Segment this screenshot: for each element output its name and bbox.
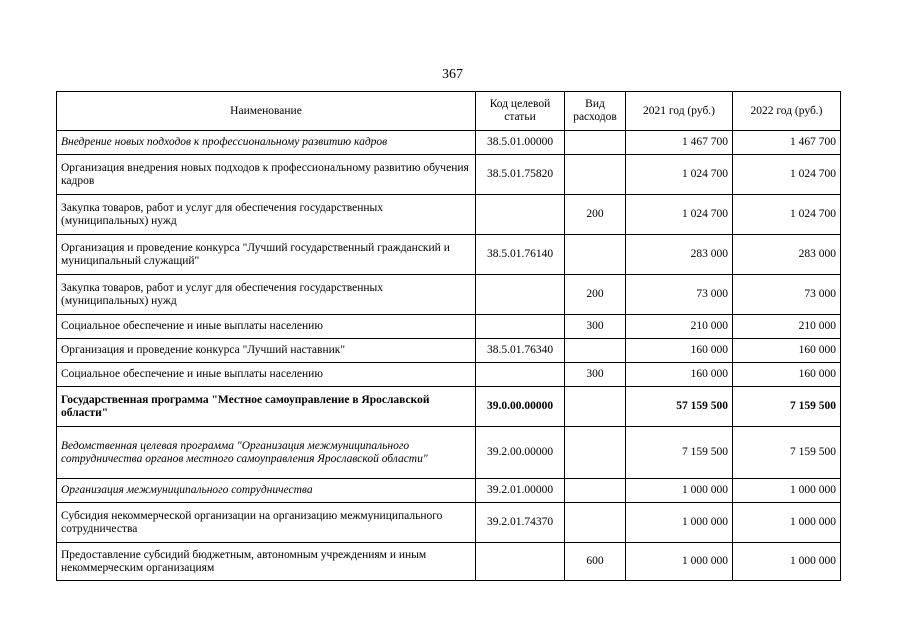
row-code: [476, 363, 565, 387]
row-expense-type: 300: [565, 363, 626, 387]
table-row: [57, 235, 841, 275]
row-code: 39.0.00.00000: [476, 387, 565, 427]
row-amount-2022: 1 024 700: [733, 155, 841, 195]
row-expense-type: [565, 479, 626, 503]
row-code: [476, 315, 565, 339]
table-row: [57, 363, 841, 387]
header-row: [57, 92, 841, 131]
row-code: 38.5.01.00000: [476, 131, 565, 155]
row-expense-type: 300: [565, 315, 626, 339]
row-code: [476, 195, 565, 235]
row-expense-type: 200: [565, 275, 626, 315]
row-name: Субсидия некоммерческой организации на организацию межмуниципального сотрудничества: [57, 503, 476, 543]
row-amount-2021: 1 000 000: [626, 543, 733, 581]
table-body: [57, 131, 841, 581]
row-expense-type: [565, 131, 626, 155]
table-row: [57, 543, 841, 581]
row-name: Организация внедрения новых подходов к профессиональному развитию обучения кадров: [57, 155, 476, 195]
header-2022: 2022 год (руб.): [733, 92, 841, 131]
row-expense-type: [565, 387, 626, 427]
row-name: Предоставление субсидий бюджетным, автономным учреждениям и иным некоммерческим организациям: [57, 543, 476, 581]
budget-table: [56, 91, 841, 581]
table-row: [57, 195, 841, 235]
table-row: [57, 479, 841, 503]
row-expense-type: [565, 339, 626, 363]
table-row: [57, 339, 841, 363]
row-amount-2021: 210 000: [626, 315, 733, 339]
row-name: Государственная программа "Местное самоуправление в Ярославской области": [57, 387, 476, 427]
row-code: 39.2.01.74370: [476, 503, 565, 543]
row-name: Организация межмуниципального сотрудничества: [57, 479, 476, 503]
row-expense-type: [565, 503, 626, 543]
row-code: [476, 275, 565, 315]
table-row: [57, 387, 841, 427]
row-amount-2022: 1 024 700: [733, 195, 841, 235]
row-amount-2021: 283 000: [626, 235, 733, 275]
header-2021: 2021 год (руб.): [626, 92, 733, 131]
row-amount-2021: 1 024 700: [626, 155, 733, 195]
row-code: [476, 543, 565, 581]
row-expense-type: 200: [565, 195, 626, 235]
row-amount-2021: 1 000 000: [626, 503, 733, 543]
row-code: 38.5.01.76340: [476, 339, 565, 363]
table-row: [57, 155, 841, 195]
row-amount-2022: 73 000: [733, 275, 841, 315]
row-expense-type: [565, 155, 626, 195]
row-amount-2021: 73 000: [626, 275, 733, 315]
row-name: Закупка товаров, работ и услуг для обеспечения государственных (муниципальных) нужд: [57, 195, 476, 235]
row-name: Закупка товаров, работ и услуг для обеспечения государственных (муниципальных) нужд: [57, 275, 476, 315]
row-code: 39.2.01.00000: [476, 479, 565, 503]
row-name: Организация и проведение конкурса "Лучший наставник": [57, 339, 476, 363]
row-amount-2022: 7 159 500: [733, 387, 841, 427]
row-amount-2021: 1 000 000: [626, 479, 733, 503]
header-type: Вид расходов: [565, 92, 626, 131]
row-amount-2021: 1 467 700: [626, 131, 733, 155]
row-amount-2021: 57 159 500: [626, 387, 733, 427]
row-code: 39.2.00.00000: [476, 427, 565, 479]
row-amount-2021: 1 024 700: [626, 195, 733, 235]
table-row: [57, 131, 841, 155]
row-amount-2021: 160 000: [626, 363, 733, 387]
page-number: 367: [442, 67, 463, 82]
header-code: Код целевой статьи: [476, 92, 565, 131]
row-code: 38.5.01.76140: [476, 235, 565, 275]
row-amount-2022: 160 000: [733, 339, 841, 363]
row-amount-2022: 210 000: [733, 315, 841, 339]
table-row: [57, 427, 841, 479]
row-amount-2021: 7 159 500: [626, 427, 733, 479]
row-name: Ведомственная целевая программа "Организация межмуниципального сотрудничества органов местного самоуправления Ярославской области": [57, 427, 476, 479]
row-name: Внедрение новых подходов к профессиональному развитию кадров: [57, 131, 476, 155]
header-name: Наименование: [57, 92, 476, 131]
table-row: [57, 503, 841, 543]
row-amount-2021: 160 000: [626, 339, 733, 363]
row-name: Организация и проведение конкурса "Лучший государственный гражданский и муниципальный служащий": [57, 235, 476, 275]
row-name: Социальное обеспечение и иные выплаты населению: [57, 363, 476, 387]
row-expense-type: 600: [565, 543, 626, 581]
table-row: [57, 315, 841, 339]
row-amount-2022: 1 000 000: [733, 543, 841, 581]
row-amount-2022: 1 467 700: [733, 131, 841, 155]
row-amount-2022: 1 000 000: [733, 479, 841, 503]
table-header: [57, 92, 841, 131]
row-name: Социальное обеспечение и иные выплаты населению: [57, 315, 476, 339]
row-amount-2022: 160 000: [733, 363, 841, 387]
row-code: 38.5.01.75820: [476, 155, 565, 195]
table-row: [57, 275, 841, 315]
row-amount-2022: 283 000: [733, 235, 841, 275]
row-expense-type: [565, 235, 626, 275]
row-expense-type: [565, 427, 626, 479]
row-amount-2022: 1 000 000: [733, 503, 841, 543]
row-amount-2022: 7 159 500: [733, 427, 841, 479]
